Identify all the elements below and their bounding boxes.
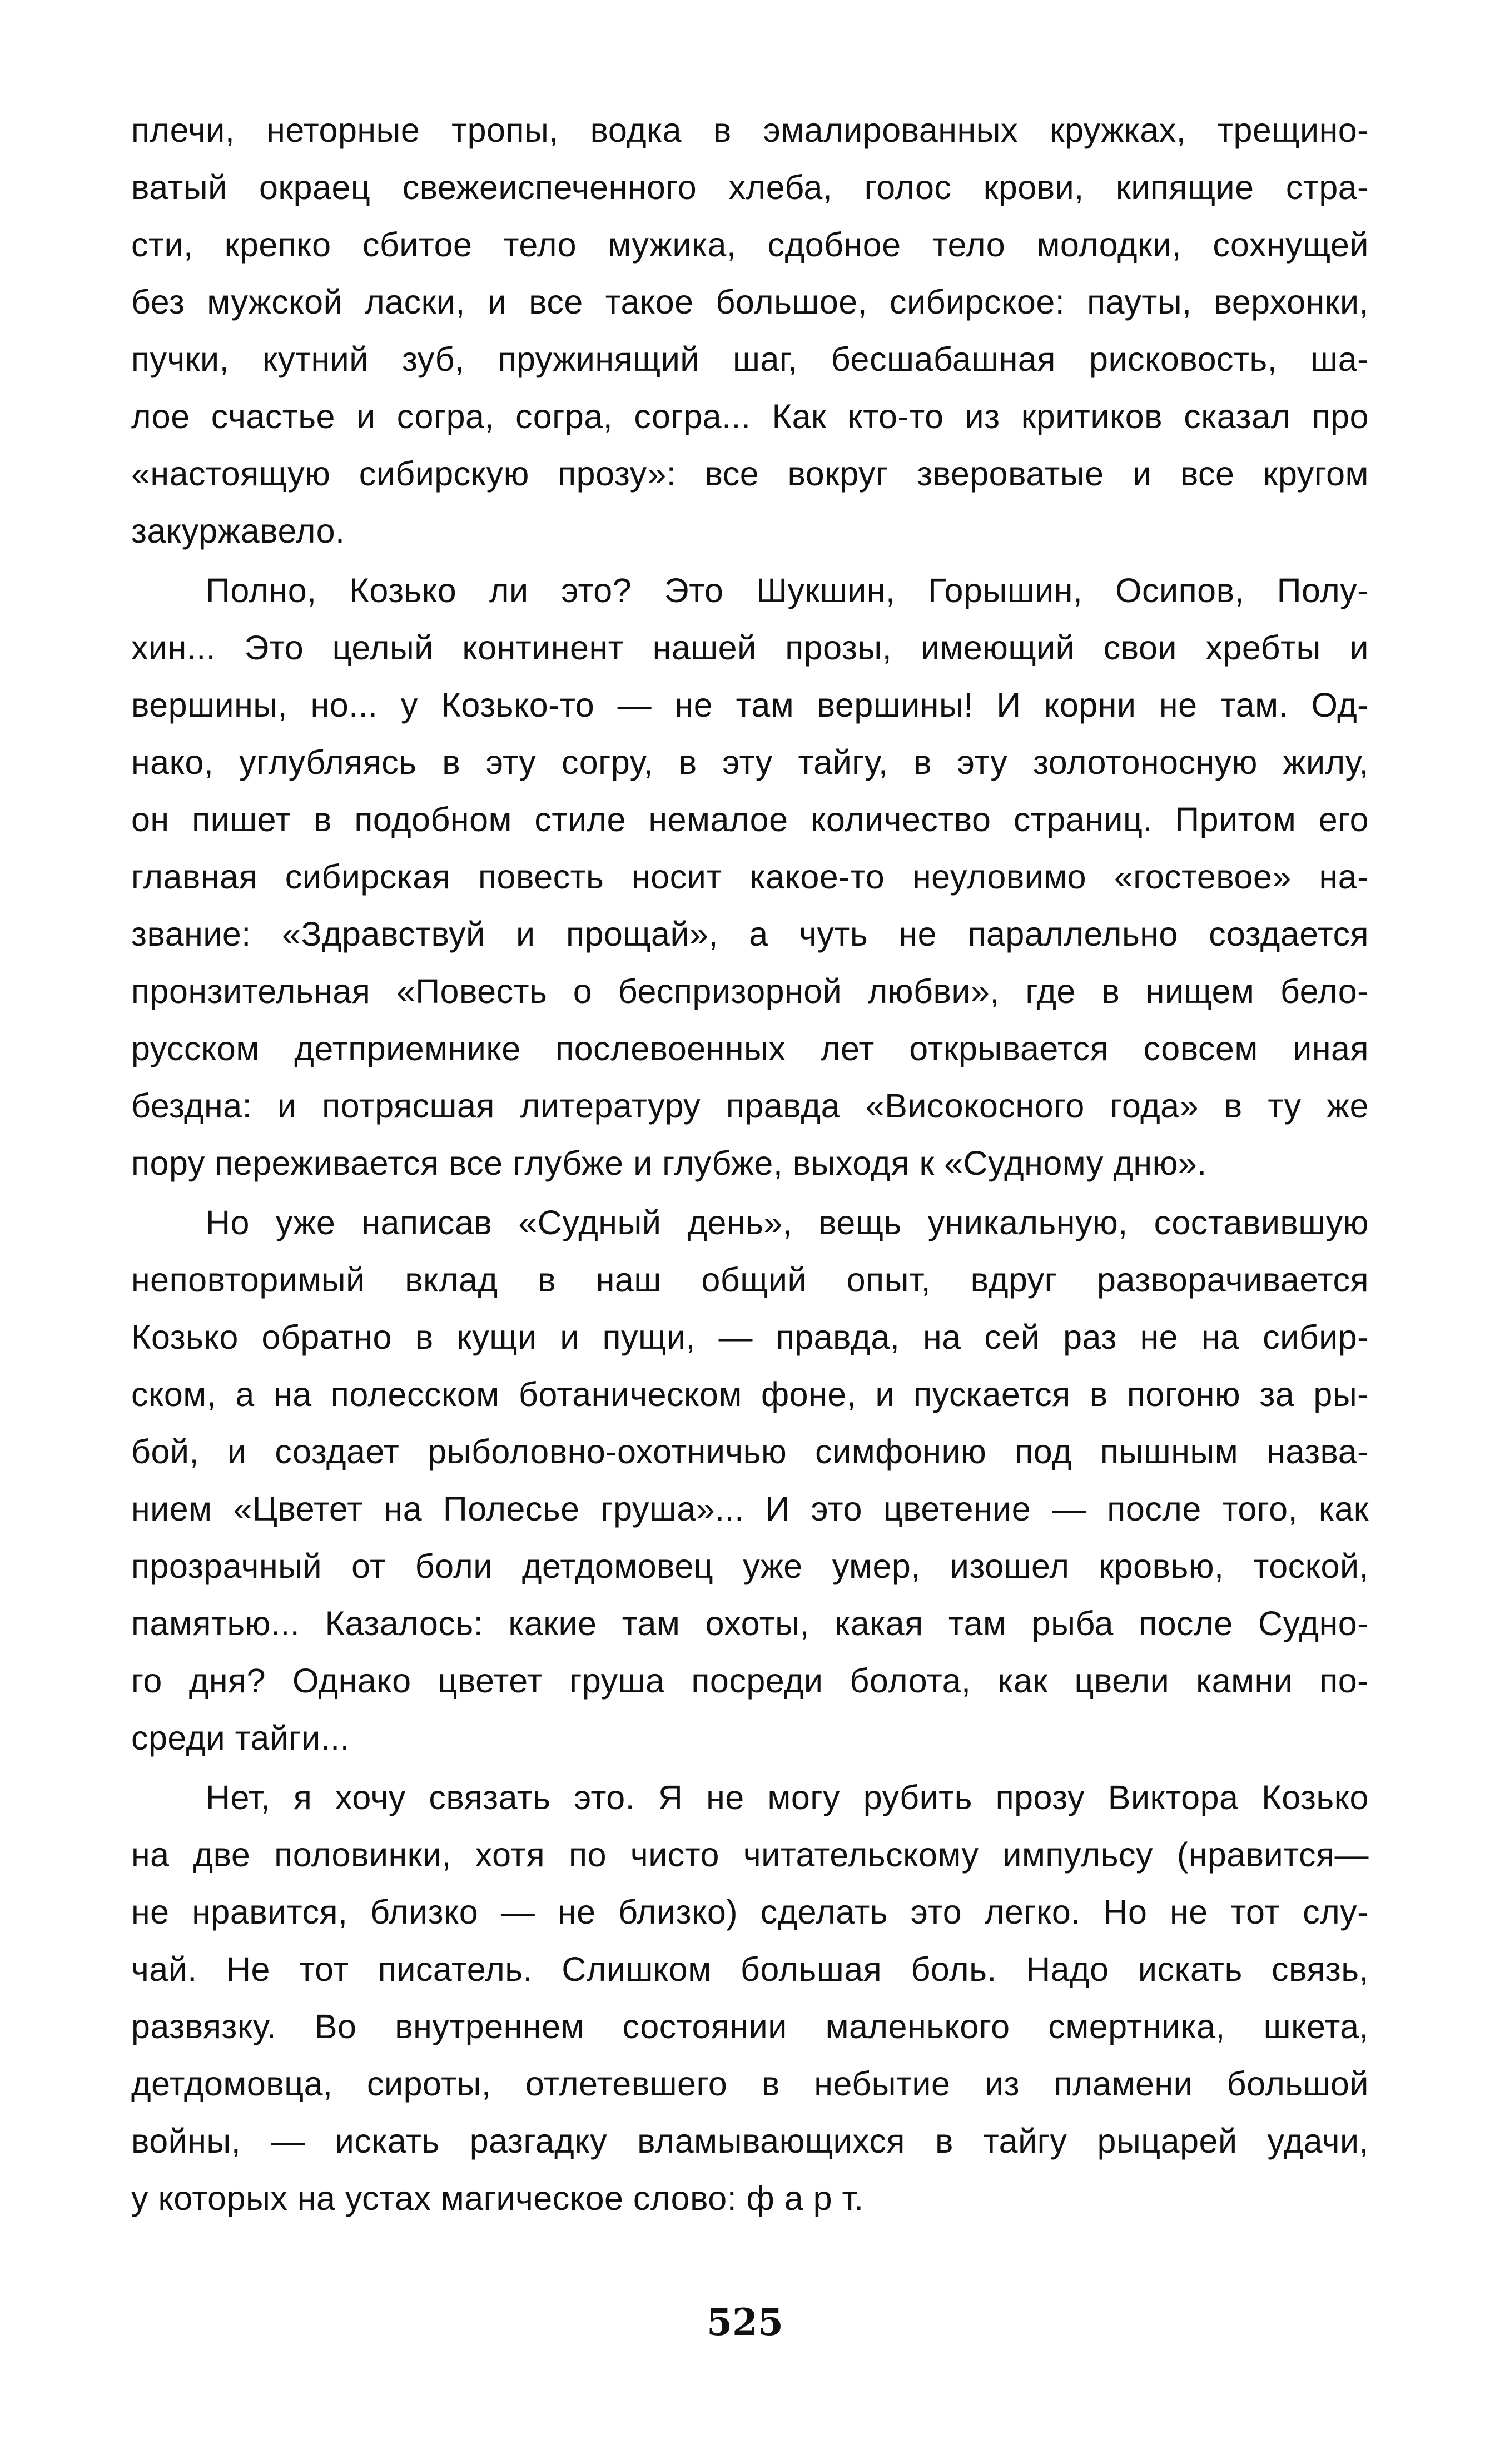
- text-line: русском детприемнике послевоенных лет открывается совсем иная: [131, 1030, 1369, 1067]
- text-line: хин... Это целый континент нашей прозы, имеющий свои хребты и: [131, 629, 1369, 667]
- text-line: пору переживается все глубже и глубже, выходя к «Судному дню».: [131, 1144, 1207, 1182]
- text-line: среди тайги...: [131, 1719, 350, 1757]
- text-line: Нет, я хочу связать это. Я не могу рубить прозу Виктора Козько: [206, 1779, 1369, 1816]
- text-line: Полно, Козько ли это? Это Шукшин, Горышин, Осипов, Полу-: [206, 572, 1369, 609]
- page-number: 525: [707, 2301, 783, 2344]
- text-line: пронзительная «Повесть о беспризорной любви», где в нищем бело-: [131, 972, 1369, 1010]
- text-line: «настоящую сибирскую прозу»: все вокруг звероватые и все кругом: [131, 455, 1369, 493]
- text-line: закуржавело.: [131, 512, 345, 550]
- text-line: не нравится, близко — не близко) сделать это легко. Но не тот слу-: [131, 1893, 1369, 1931]
- text-line: Козько обратно в кущи и пущи, — правда, на сей раз не на сибир-: [131, 1318, 1369, 1356]
- text-line: нако, углубляясь в эту согру, в эту тайгу, в эту золотоносную жилу,: [131, 743, 1369, 781]
- text-line: он пишет в подобном стиле немалое количество страниц. Притом его: [131, 801, 1369, 838]
- text-line: бой, и создает рыболовно-охотничью симфонию под пышным назва-: [131, 1433, 1369, 1471]
- text-line: войны, — искать разгадку вламывающихся в тайгу рыцарей удачи,: [131, 2122, 1369, 2160]
- text-line: ском, а на полесском ботаническом фоне, и пускается в погоню за ры-: [131, 1375, 1369, 1413]
- text-line: у которых на устах магическое слово: ф а р т.: [131, 2179, 864, 2217]
- text-line: звание: «Здравствуй и прощай», а чуть не параллельно создается: [131, 915, 1369, 953]
- text-line: чай. Не тот писатель. Слишком большая боль. Надо искать связь,: [131, 1950, 1369, 1988]
- text-line: лое счастье и согра, согра, согра... Как кто-то из критиков сказал про: [131, 398, 1369, 435]
- text-line: сти, крепко сбитое тело мужика, сдобное тело молодки, сохнущей: [131, 226, 1369, 264]
- text-line: прозрачный от боли детдомовец уже умер, изошел кровью, тоской,: [131, 1547, 1369, 1585]
- text-line: бездна: и потрясшая литературу правда «Високосного года» в ту же: [131, 1087, 1369, 1125]
- text-line: вершины, но... у Козько-то — не там вершины! И корни не там. Од-: [131, 686, 1369, 724]
- text-line: без мужской ласки, и все такое большое, сибирское: пауты, верхонки,: [131, 283, 1369, 321]
- text-line: главная сибирская повесть носит какое-то неуловимо «гостевое» на-: [131, 858, 1369, 896]
- text-line: ватый окраец свежеиспеченного хлеба, голос крови, кипящие стра-: [131, 168, 1369, 206]
- text-line: пучки, кутний зуб, пружинящий шаг, бесшабашная рисковость, ша-: [131, 340, 1369, 378]
- text-line: неповторимый вклад в наш общий опыт, вдруг разворачивается: [131, 1261, 1369, 1299]
- text-line: на две половинки, хотя по чисто читательскому импульсу (нравится—: [131, 1836, 1369, 1874]
- text-line: го дня? Однако цветет груша посреди болота, как цвели камни по-: [131, 1662, 1369, 1700]
- text-line: детдомовца, сироты, отлетевшего в небытие из пламени большой: [131, 2065, 1369, 2103]
- text-line: развязку. Во внутреннем состоянии маленького смертника, шкета,: [131, 2008, 1369, 2045]
- text-line: памятью... Казалось: какие там охоты, какая там рыба после Судно-: [131, 1604, 1369, 1642]
- text-line: Но уже написав «Судный день», вещь уникальную, составившую: [206, 1204, 1369, 1241]
- text-line: нием «Цветет на Полесье груша»... И это цветение — после того, как: [131, 1490, 1369, 1528]
- text-line: плечи, неторные тропы, водка в эмалированных кружках, трещино-: [131, 111, 1369, 149]
